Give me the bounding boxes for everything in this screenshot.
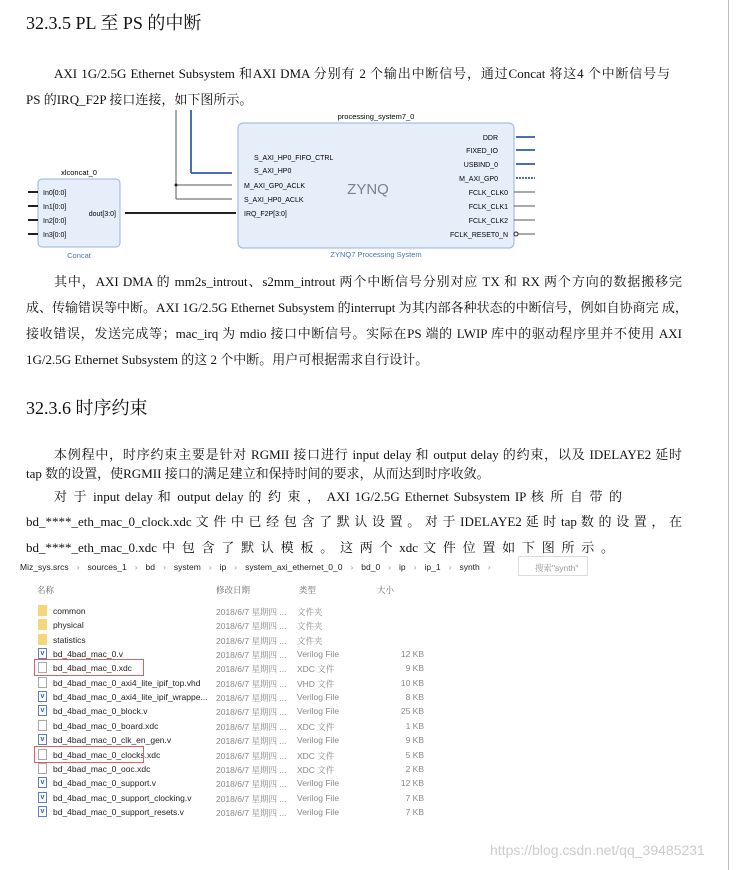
file-row[interactable]: [20, 690, 424, 704]
breadcrumb-item[interactable]: synth: [459, 562, 480, 572]
chevron-right-icon: ›: [163, 562, 166, 572]
chevron-right-icon: ›: [448, 562, 452, 572]
file-name: bd_4bad_mac_0.v: [53, 649, 123, 660]
search-input[interactable]: 搜索"synth": [518, 556, 588, 576]
file-type: XDC 文件: [297, 750, 335, 761]
file-date: 2018/6/7 星期四 ...: [216, 736, 287, 747]
paragraph-line: bd_****_eth_mac_0_clock.xdc 文 件 中 已 经 包 含 了 默 认 设 置 。 对 于 IDELAYE2 延 时 tap 数 的 设 置 ， 在: [26, 514, 682, 529]
section-heading-timing: 32.3.6 时序约束: [26, 398, 148, 418]
svg-text:FCLK_RESET0_N: FCLK_RESET0_N: [450, 232, 508, 239]
breadcrumb-item[interactable]: system_axi_ethernet_0_0: [245, 562, 343, 572]
file-type: VHD 文件: [297, 678, 335, 689]
file-size: 12 KB: [400, 778, 424, 789]
file-row[interactable]: [20, 633, 420, 647]
column-name[interactable]: 名称: [37, 585, 55, 595]
svg-text:FCLK_CLK1: FCLK_CLK1: [468, 204, 508, 211]
verilog-file-icon: v: [38, 691, 47, 702]
file-date: 2018/6/7 星期四 ...: [216, 693, 287, 704]
svg-text:S_AXI_HP0_FIFO_CTRL: S_AXI_HP0_FIFO_CTRL: [254, 155, 334, 162]
file-type: 文件夹: [297, 607, 323, 617]
file-name: bd_4bad_mac_0_ooc.xdc: [53, 763, 151, 774]
svg-text:In3[0:0]: In3[0:0]: [43, 232, 67, 239]
column-date[interactable]: 修改日期: [216, 585, 251, 595]
file-size: 2 KB: [405, 763, 424, 774]
paragraph-line: 成、传输错误等中断。AXI 1G/2.5G Ethernet Subsystem 的interrupt 为其内部各种状态的中断信号，例如自协商完 成，: [26, 300, 688, 315]
ps-name: processing_system7_0: [337, 112, 415, 121]
file-date: 2018/6/7 星期四 ...: [216, 793, 287, 804]
file-name: statistics: [53, 634, 86, 645]
file-type: Verilog File: [297, 649, 340, 660]
paragraph-line: AXI 1G/2.5G Ethernet Subsystem 和AXI DMA 分别有 2 个输出中断信号，通过Concat 将这4 个中断信号与: [54, 66, 670, 81]
paragraph-line: bd_****_eth_mac_0.xdc 中 包 含 了 默 认 模 板 。 这 两 个 xdc 文 件 位 置 如 下 图 所 示 。: [26, 540, 614, 555]
file-row[interactable]: [20, 748, 424, 762]
file-size: 10 KB: [400, 677, 424, 688]
svg-text:USBIND_0: USBIND_0: [463, 162, 498, 169]
file-type: Verilog File: [297, 735, 340, 746]
chevron-right-icon: ›: [76, 562, 80, 572]
file-date: 2018/6/7 星期四 ...: [216, 764, 287, 775]
chevron-right-icon: ›: [350, 562, 354, 572]
column-type[interactable]: 类型: [299, 585, 317, 595]
file-row[interactable]: [20, 618, 420, 632]
file-name: bd_4bad_mac_0_axi4_lite_ipif_top.vhd: [53, 677, 201, 688]
file-date: 2018/6/7 星期四 ...: [216, 650, 287, 661]
chevron-right-icon: ›: [208, 562, 212, 572]
svg-text:IRQ_F2P[3:0]: IRQ_F2P[3:0]: [244, 211, 287, 218]
svg-text:DDR: DDR: [482, 135, 498, 142]
file-date: 2018/6/7 星期四 ...: [216, 621, 287, 632]
svg-text:In1[0:0]: In1[0:0]: [43, 204, 67, 211]
file-name: bd_4bad_mac_0_support_resets.v: [53, 806, 184, 817]
file-date: 2018/6/7 星期四 ...: [216, 664, 287, 675]
file-type: XDC 文件: [297, 764, 335, 775]
svg-text:M_AXI_GP0: M_AXI_GP0: [459, 176, 498, 183]
paragraph-line: 对 于 input delay 和 output delay 的 约 束 ， AXI 1G/2.5G Ethernet Subsystem IP 核 所 自 带 的: [54, 489, 622, 504]
file-type: 文件夹: [297, 621, 323, 632]
concat-type: Concat: [67, 251, 91, 260]
svg-text:In0[0:0]: In0[0:0]: [43, 190, 67, 197]
breadcrumb-item[interactable]: bd_0: [361, 562, 381, 572]
breadcrumb-item[interactable]: bd: [145, 562, 156, 572]
highlight-box: [34, 659, 144, 676]
file-name: common: [53, 606, 86, 616]
folder-icon: [38, 634, 47, 645]
paragraph-line: 本例程中，时序约束主要是针对 RGMII 接口进行 input delay 和 output delay 的约束，以及 IDELAYE2 延时: [54, 447, 682, 462]
file-row[interactable]: [20, 805, 424, 819]
file-type: XDC 文件: [297, 721, 335, 732]
verilog-file-icon: v: [38, 734, 47, 745]
file-row[interactable]: [20, 604, 420, 618]
block-diagram: [20, 105, 540, 265]
column-size[interactable]: 大小: [377, 585, 395, 595]
highlight-box: [34, 746, 144, 763]
paragraph-line: 接收错误，发送完成等；mac_irq 为 mdio 接口中断信号。实际在PS 端的 LWIP 库中的驱动程序里并不使用 AXI: [26, 326, 682, 341]
file-name: bd_4bad_mac_0_support.v: [53, 778, 157, 789]
file-explorer-screenshot: [20, 556, 580, 821]
file-row[interactable]: [20, 719, 424, 733]
svg-text:FCLK_CLK2: FCLK_CLK2: [468, 218, 508, 225]
file-row[interactable]: [20, 776, 424, 790]
folder-icon: [38, 619, 47, 630]
verilog-file-icon: v: [38, 777, 47, 788]
verilog-file-icon: v: [38, 705, 47, 716]
file-icon: [38, 763, 47, 774]
breadcrumb-item[interactable]: sources_1: [87, 562, 127, 572]
file-size: 12 KB: [400, 649, 424, 660]
file-icon: [38, 720, 47, 731]
file-icon: [38, 677, 47, 688]
file-date: 2018/6/7 星期四 ...: [216, 635, 287, 646]
file-size: 7 KB: [405, 792, 424, 803]
file-type: Verilog File: [297, 692, 340, 703]
file-row[interactable]: [20, 704, 424, 718]
breadcrumb-item[interactable]: ip: [219, 562, 227, 572]
file-name: bd_4bad_mac_0_clk_en_gen.v: [53, 735, 172, 746]
file-size: 25 KB: [400, 706, 424, 717]
file-date: 2018/6/7 星期四 ...: [216, 807, 287, 818]
watermark: https://blog.csdn.net/qq_39485231: [490, 842, 705, 858]
paragraph-line: PS 的IRQ_F2P 接口连接，如下图所示。: [26, 92, 253, 107]
chevron-right-icon: ›: [413, 562, 417, 572]
file-type: XDC 文件: [297, 664, 335, 675]
file-size: 8 KB: [405, 692, 424, 703]
file-date: 2018/6/7 星期四 ...: [216, 721, 287, 732]
svg-text:FCLK_CLK0: FCLK_CLK0: [468, 190, 508, 197]
concat-output: dout[3:0]: [88, 211, 116, 218]
svg-text:M_AXI_GP0_ACLK: M_AXI_GP0_ACLK: [244, 183, 306, 190]
zynq-logo: ZYNQ: [347, 181, 389, 198]
file-date: 2018/6/7 星期四 ...: [216, 779, 287, 790]
section-heading-interrupt: 32.3.5 PL 至 PS 的中断: [26, 13, 202, 33]
file-name: bd_4bad_mac_0_board.xdc: [53, 720, 159, 731]
file-type: Verilog File: [297, 806, 340, 817]
file-size: 1 KB: [405, 720, 424, 731]
file-name: bd_4bad_mac_0_clocks.xdc: [53, 749, 161, 760]
breadcrumb-item[interactable]: Miz_sys.srcs: [20, 562, 69, 572]
ps-type: ZYNQ7 Processing System: [330, 250, 422, 259]
breadcrumb-item[interactable]: ip: [399, 562, 406, 572]
folder-icon: [38, 605, 47, 616]
breadcrumb-item[interactable]: system: [173, 562, 201, 572]
file-date: 2018/6/7 星期四 ...: [216, 707, 287, 718]
file-name: physical: [53, 620, 84, 631]
breadcrumb: [20, 562, 499, 572]
paragraph-line: 1G/2.5G Ethernet Subsystem 的这 2 个中断。用户可根据需求自行设计。: [26, 352, 429, 367]
file-type: 文件夹: [297, 635, 323, 646]
svg-text:FIXED_IO: FIXED_IO: [466, 148, 498, 155]
file-name: bd_4bad_mac_0.xdc: [53, 663, 132, 674]
breadcrumb-item[interactable]: ip_1: [424, 562, 441, 572]
file-date: 2018/6/7 星期四 ...: [216, 678, 287, 689]
verilog-file-icon: v: [38, 806, 47, 817]
file-size: 9 KB: [405, 663, 424, 674]
file-row[interactable]: [20, 791, 424, 805]
file-row[interactable]: [20, 762, 424, 776]
chevron-right-icon: ›: [388, 562, 392, 572]
svg-text:In2[0:0]: In2[0:0]: [43, 218, 67, 225]
chevron-right-icon: ›: [234, 562, 238, 572]
file-size: 7 KB: [405, 806, 424, 817]
chevron-right-icon: ›: [487, 562, 491, 572]
file-name: bd_4bad_mac_0_block.v: [53, 706, 148, 717]
file-type: Verilog File: [297, 706, 340, 717]
verilog-file-icon: v: [38, 792, 47, 803]
file-date: 2018/6/7 星期四 ...: [216, 750, 287, 761]
file-name: bd_4bad_mac_0_support_clocking.v: [53, 792, 192, 803]
verilog-file-icon: v: [38, 648, 47, 659]
file-row[interactable]: [20, 661, 424, 675]
svg-text:S_AXI_HP0: S_AXI_HP0: [254, 168, 292, 175]
paragraph-line: 其中，AXI DMA 的 mm2s_introut、s2mm_introut 两个中断信号分别对应 TX 和 RX 两个方向的数据搬移完: [54, 274, 682, 289]
svg-text:S_AXI_HP0_ACLK: S_AXI_HP0_ACLK: [244, 197, 304, 204]
file-type: Verilog File: [297, 778, 340, 789]
chevron-right-icon: ›: [134, 562, 138, 572]
concat-name: xlconcat_0: [61, 168, 97, 177]
page-border: [728, 0, 729, 870]
file-row[interactable]: [20, 676, 424, 690]
file-size: 9 KB: [405, 735, 424, 746]
file-date: 2018/6/7 星期四 ...: [216, 607, 287, 617]
paragraph-line: tap 数的设置，使RGMII 接口的满足建立和保持时间的要求，从而达到时序收敛。: [26, 466, 490, 481]
file-name: bd_4bad_mac_0_axi4_lite_ipif_wrappe...: [53, 692, 208, 703]
file-size: 5 KB: [405, 749, 424, 760]
file-type: Verilog File: [297, 792, 340, 803]
